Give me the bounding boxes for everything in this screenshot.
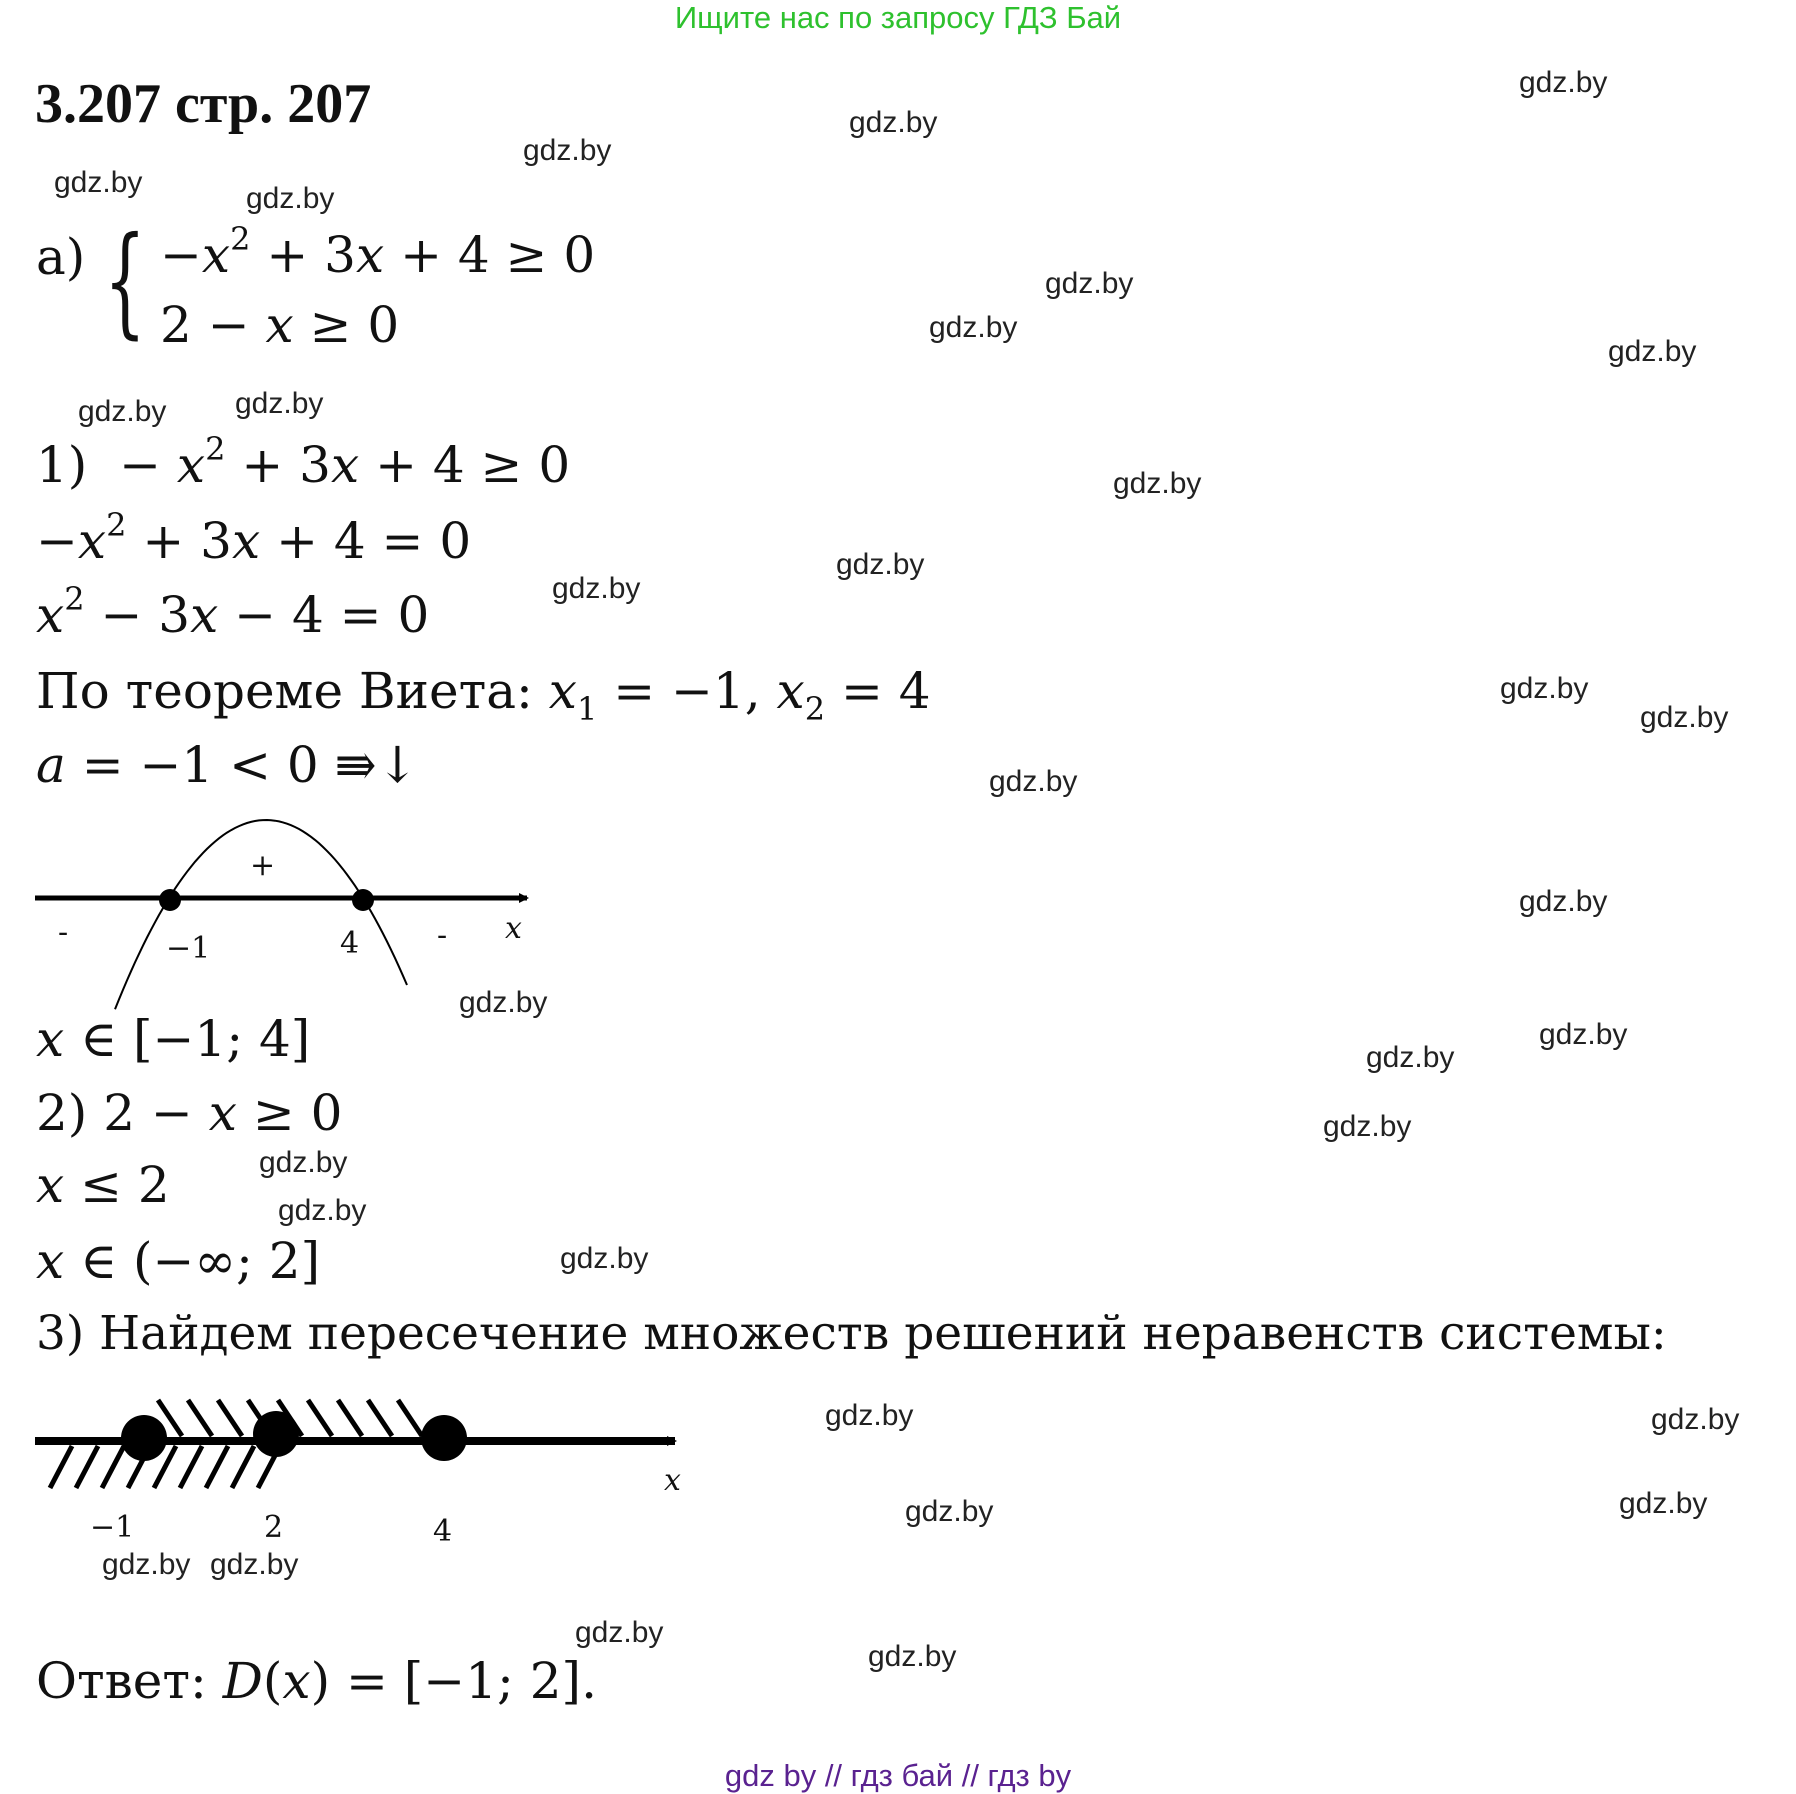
math-variable: x [36,1010,65,1068]
math-variable: x [231,512,261,570]
hatch-mark [76,1446,98,1488]
watermark: gdz.by [102,1548,191,1581]
math-text: 2) 2 − [36,1084,209,1142]
watermark: gdz.by [1500,672,1589,705]
root-label: 4 [340,926,360,961]
math-text: − [36,512,78,570]
watermark: gdz.by [929,311,1018,344]
promo-banner: Ищите нас по запросу ГДЗ Бай [674,0,1122,35]
watermark: gdz.by [1113,467,1202,500]
hatch-mark [308,1400,332,1436]
math-variable: x [201,226,231,284]
watermark: gdz.by [523,134,612,167]
math-variable: x [208,1084,237,1142]
math-text: = −1 < 0 ⇛↓ [65,736,419,794]
root-point [159,889,181,911]
math-variable: x [36,586,65,644]
watermark: gdz.by [246,182,335,215]
point-label: 4 [433,1514,453,1549]
watermark: gdz.by [836,548,925,581]
watermark: gdz.by [989,765,1078,798]
math-index: 2 [106,506,127,544]
math-text: 2 − [160,296,266,354]
watermark: gdz.by [278,1194,367,1227]
math-variable: x [36,1232,65,1290]
watermark: gdz.by [459,986,548,1019]
point-label: −1 [90,1510,135,1545]
point [253,1411,299,1457]
hatch-mark [218,1400,242,1436]
math-variable: x [36,1156,65,1214]
math-text: ≥ 0 [293,296,400,354]
math-text: ( [262,1652,283,1710]
math-text: По теореме Виета: [36,662,549,720]
sign-plus: + [250,848,276,883]
math-text: + 4 ≥ 0 [359,436,571,494]
watermark: gdz.by [235,387,324,420]
watermark: gdz.by [54,166,143,199]
hatch-mark [206,1446,228,1488]
watermark: gdz.by [825,1399,914,1432]
watermark: gdz.by [552,572,641,605]
watermark: gdz.by [1640,701,1729,734]
footer-links[interactable]: gdz by // гдз бай // гдз by [724,1758,1072,1793]
watermark: gdz.by [1045,267,1134,300]
math-text: ≤ 2 [64,1156,170,1214]
watermark: gdz.by [78,395,167,428]
watermark: gdz.by [1519,66,1608,99]
math-text: = 4 [825,662,931,720]
math-text: а) [36,228,86,286]
math-variable: x [77,512,107,570]
point-label: 2 [264,1510,284,1545]
math-text: + 4 = 0 [260,512,472,570]
watermark: gdz.by [560,1242,649,1275]
hatch-mark [338,1400,362,1436]
page-title: 3.207 стр. 207 [35,73,372,135]
watermark: gdz.by [1619,1487,1708,1520]
watermark: gdz.by [1608,335,1697,368]
watermark: gdz.by [905,1495,994,1528]
watermark: gdz.by [1539,1018,1628,1051]
root-label: −1 [166,931,211,966]
hatch-mark [398,1400,422,1436]
axis-label: x [505,911,522,946]
math-variable: x [176,436,206,494]
math-index: 2 [230,220,251,258]
math-variable: a [36,736,66,794]
math-variable: D [222,1652,263,1710]
math-text: ∈ (−∞; 2] [64,1232,321,1290]
math-text: + 4 ≥ 0 [384,226,596,284]
watermark: gdz.by [868,1640,957,1673]
math-text: + 3 [250,226,356,284]
hatch-mark [102,1446,124,1488]
parabola-diagram [35,820,527,1009]
math-text: ) = [−1; 2]. [310,1652,597,1710]
math-text: + 3 [126,512,232,570]
axis-label: x [664,1463,681,1498]
math-text: − 3 [84,586,191,644]
hatch-mark [232,1446,254,1488]
math-variable: x [330,436,360,494]
sign-minus: - [437,918,448,953]
math-variable: x [265,296,294,354]
point [121,1415,167,1461]
watermark: gdz.by [210,1548,299,1581]
math-text: 1) − [36,436,177,494]
math-index: 2 [804,690,826,728]
math-index: 2 [64,580,85,618]
watermark: gdz.by [849,106,938,139]
math-text: ≥ 0 [236,1084,343,1142]
intersection-diagram [35,1400,681,1549]
math-index: 1 [577,690,598,728]
root-point [352,889,374,911]
math-variable: x [355,226,385,284]
watermark: gdz.by [575,1616,664,1649]
math-text: − [160,226,202,284]
watermark: gdz.by [259,1146,348,1179]
math-text: 3) Найдем пересечение множеств решений неравенств системы: [36,1306,1667,1361]
hatch-mark [368,1400,392,1436]
math-variable: x [776,662,805,720]
math-variable: x [282,1652,311,1710]
watermark: gdz.by [1519,885,1608,918]
sign-minus: - [58,915,69,950]
math-text: + 3 [225,436,331,494]
math-variable: x [190,586,219,644]
math-index: 2 [205,430,226,468]
math-variable: x [548,662,577,720]
hatch-mark [50,1446,72,1488]
math-text: Ответ: [36,1652,223,1710]
math-text: − 4 = 0 [218,586,430,644]
point [421,1415,467,1461]
hatch-mark [180,1446,202,1488]
watermark: gdz.by [1651,1403,1740,1436]
math-text: = −1, [597,662,777,720]
system-brace: { [104,212,146,351]
watermark: gdz.by [1366,1041,1455,1074]
hatch-mark [188,1400,212,1436]
math-text: ∈ [−1; 4] [64,1010,311,1068]
watermark: gdz.by [1323,1110,1412,1143]
